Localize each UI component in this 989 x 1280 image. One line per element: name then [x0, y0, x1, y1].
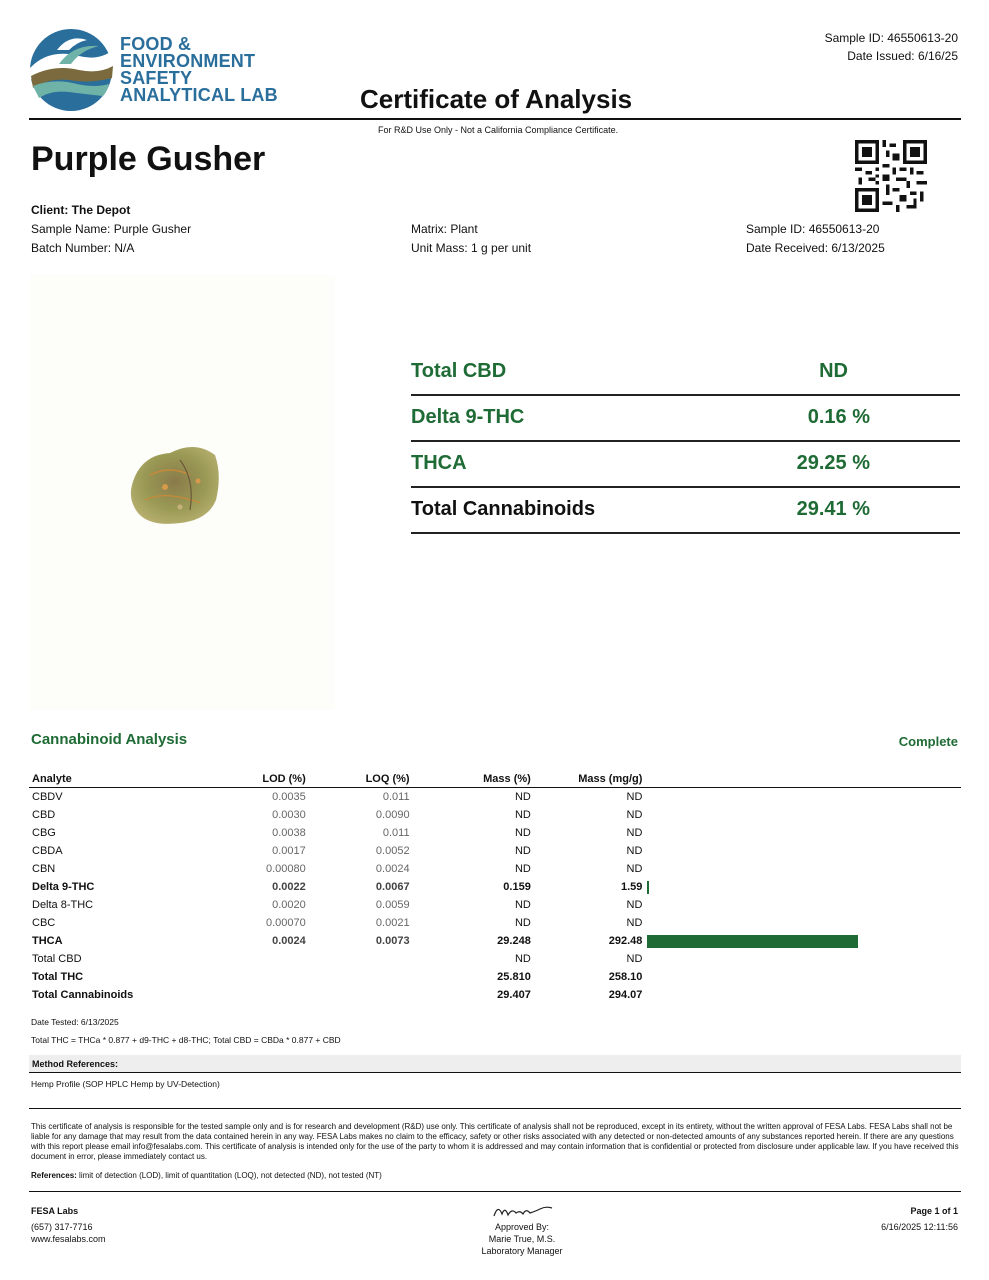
analyte-cell: Total CBD: [32, 953, 82, 965]
summary-value: 0.16 %: [807, 406, 870, 428]
loq-cell: [309, 968, 413, 986]
footer-lab-name: FESA Labs: [31, 1206, 79, 1216]
analyte-cell: CBDA: [32, 845, 63, 857]
loq-cell: [309, 986, 413, 1004]
mass-pct-cell: ND: [514, 917, 531, 929]
analyte-cell: CBC: [32, 917, 56, 929]
sample-name: Sample Name: Purple Gusher: [31, 222, 192, 236]
loq-cell: 0.0059: [375, 899, 410, 911]
mass-pct-cell: 0.159: [503, 881, 531, 893]
lod-cell: [231, 968, 309, 986]
qr-code[interactable]: [855, 140, 927, 212]
table-row: [29, 914, 961, 932]
lod-cell: 0.0022: [272, 881, 306, 893]
mass-mg-cell: ND: [626, 791, 643, 803]
table-header-row: [29, 770, 961, 788]
summary-row: [411, 498, 960, 534]
references-text: limit of detection (LOD), limit of quantitation (LOQ), not detected (ND), not tested (NT): [76, 1171, 382, 1180]
sample-id: Sample ID: 46550613-20: [746, 222, 880, 236]
lab-name-line: FOOD &: [120, 34, 192, 54]
mass-mg-cell: ND: [626, 863, 643, 875]
bar-cell: [645, 932, 961, 950]
summary-label: Total CBD: [411, 360, 507, 382]
client: Client: The Depot: [31, 203, 131, 217]
mass-mg-cell: ND: [626, 809, 643, 821]
lod-cell: 0.0024: [272, 935, 306, 947]
mass-mg-cell: 1.59: [620, 881, 643, 893]
approved-by: Approved By:: [494, 1222, 550, 1232]
loq-cell: 0.0052: [375, 845, 410, 857]
total-formula: Total THC = THCa * 0.877 + d9-THC + d8-THC; Total CBD = CBDa * 0.877 + CBD: [31, 1035, 341, 1045]
bar-cell: [645, 842, 961, 860]
lab-name-line: ENVIRONMENT: [120, 51, 256, 71]
loq-cell: 0.0073: [375, 935, 410, 947]
analyte-cell: CBG: [32, 827, 56, 839]
bar-cell: [645, 896, 961, 914]
bar-cell: [645, 878, 961, 896]
method-text: Hemp Profile (SOP HPLC Hemp by UV-Detection): [31, 1079, 220, 1089]
mass-mg-cell: ND: [626, 899, 643, 911]
matrix: Matrix: Plant: [411, 222, 478, 236]
lod-cell: [231, 986, 309, 1004]
lod-cell: 0.0038: [272, 827, 306, 839]
cannabis-bud-image: [30, 275, 335, 710]
disclaimer-banner: For R&D Use Only - Not a California Compliance Certificate.: [378, 125, 619, 135]
loq-cell: [309, 950, 413, 968]
mass-pct-cell: ND: [514, 791, 531, 803]
table-row: [29, 950, 961, 968]
bar-cell: [645, 788, 961, 807]
unit-mass: Unit Mass: 1 g per unit: [411, 241, 532, 255]
table-row: [29, 986, 961, 1004]
footer-disclaimer: This certificate of analysis is responsible for the tested sample only and is for research and development (R&D) use only. This certificate of analysis shall not be reproduced, except in its entirety, without the written approval of FESA Labs. FESA Labs shall not be liable for any damage that may result from the data contained herein in any way. FESA Labs makes no claim to the efficacy, safety or other risks associated with any detected or non-detected amounts of any substances reported herein. If there are any questions with this report please email info@fesalabs.com. This certificate of analysis is intended only for the use of the party to whom it is addressed and may contain information that is confidential or protected from disclosure under applicable law. If you have received this document in error, please immediately contact us.: [31, 1122, 959, 1161]
column-header: LOQ (%): [309, 770, 413, 788]
footer-references: [31, 1171, 959, 1181]
loq-cell: 0.011: [382, 791, 410, 803]
analyte-cell: Delta 9-THC: [32, 881, 95, 893]
mass-bar: [647, 935, 858, 948]
mass-bar: [647, 881, 649, 894]
mass-pct-cell: ND: [514, 899, 531, 911]
table-row: [29, 788, 961, 807]
summary-label: Delta 9-THC: [411, 406, 525, 428]
column-header: Analyte: [29, 770, 231, 788]
page-title: Certificate of Analysis: [360, 84, 633, 114]
summary-value: 29.41 %: [796, 498, 870, 520]
title-rule: [29, 118, 961, 120]
signature: [490, 1200, 560, 1222]
bar-column-header: [645, 770, 961, 788]
loq-cell: 0.011: [382, 827, 410, 839]
analyte-cell: CBD: [32, 809, 56, 821]
lod-cell: 0.0035: [272, 791, 306, 803]
analysis-title: Cannabinoid Analysis: [31, 731, 188, 748]
lod-cell: [231, 950, 309, 968]
table-row: [29, 896, 961, 914]
lab-name-line: SAFETY: [120, 68, 193, 88]
header-sample-id: Sample ID: 46550613-20: [824, 31, 958, 45]
mass-mg-cell: 292.48: [608, 935, 643, 947]
bar-cell: [645, 806, 961, 824]
mass-mg-cell: ND: [626, 917, 643, 929]
footer-phone: (657) 317-7716: [31, 1222, 93, 1232]
lab-name-line: ANALYTICAL LAB: [120, 85, 278, 105]
analyte-cell: Total Cannabinoids: [32, 989, 134, 1001]
table-row: [29, 860, 961, 878]
mass-mg-cell: 294.07: [608, 989, 643, 1001]
cannabinoid-table: [29, 770, 961, 1004]
table-row: [29, 968, 961, 986]
mass-pct-cell: 25.810: [497, 971, 531, 983]
column-header: Mass (%): [413, 770, 534, 788]
mass-pct-cell: ND: [514, 863, 531, 875]
mass-pct-cell: ND: [514, 845, 531, 857]
summary-row: [411, 360, 960, 396]
method-title: Method References:: [32, 1059, 119, 1069]
table-row: [29, 842, 961, 860]
loq-cell: 0.0021: [375, 917, 410, 929]
footer-website[interactable]: www.fesalabs.com: [31, 1234, 106, 1244]
analyte-cell: Delta 8-THC: [32, 899, 94, 911]
bar-cell: [645, 914, 961, 932]
table-row: [29, 878, 961, 896]
approver-title: Laboratory Manager: [481, 1246, 563, 1256]
summary-row: [411, 452, 960, 488]
table-row: [29, 824, 961, 842]
footer-rule-bottom: [29, 1191, 961, 1192]
mass-pct-cell: 29.248: [497, 935, 531, 947]
lod-cell: 0.0017: [272, 845, 306, 857]
analyte-cell: Total THC: [32, 971, 84, 983]
loq-cell: 0.0090: [375, 809, 410, 821]
date-received: Date Received: 6/13/2025: [746, 241, 885, 255]
table-row: [29, 806, 961, 824]
analyte-cell: CBDV: [32, 791, 63, 803]
column-header: LOD (%): [231, 770, 309, 788]
bar-cell: [645, 968, 961, 986]
column-header: Mass (mg/g): [534, 770, 646, 788]
analysis-status: Complete: [898, 734, 958, 749]
analyte-cell: CBN: [32, 863, 56, 875]
sample-photo: [30, 275, 335, 710]
approver-name: Marie True, M.S.: [488, 1234, 556, 1244]
lod-cell: 0.0030: [272, 809, 306, 821]
product-name: Purple Gusher: [31, 140, 266, 178]
mass-mg-cell: ND: [626, 827, 643, 839]
date-tested: Date Tested: 6/13/2025: [31, 1017, 119, 1027]
mass-pct-cell: 29.407: [497, 989, 531, 1001]
bar-cell: [645, 950, 961, 968]
mass-mg-cell: ND: [626, 953, 643, 965]
mass-pct-cell: ND: [514, 827, 531, 839]
lab-name: [120, 36, 278, 104]
summary-label: THCA: [411, 452, 467, 474]
lab-logo: [29, 28, 114, 113]
mass-pct-cell: ND: [514, 809, 531, 821]
mass-pct-cell: ND: [514, 953, 531, 965]
header-date-issued: Date Issued: 6/16/25: [847, 49, 958, 63]
lod-cell: 0.00080: [265, 863, 306, 875]
references-label: References:: [31, 1171, 77, 1180]
bar-cell: [645, 860, 961, 878]
summary-value: ND: [819, 360, 848, 382]
method-header-bar: [29, 1055, 961, 1073]
footer-rule-top: [29, 1108, 961, 1109]
lab-logo-icon: [29, 28, 114, 113]
report-timestamp: 6/16/2025 12:11:56: [881, 1222, 958, 1232]
bar-cell: [645, 986, 961, 1004]
mass-mg-cell: 258.10: [608, 971, 643, 983]
summary-row: [411, 406, 960, 442]
lod-cell: 0.0020: [272, 899, 306, 911]
loq-cell: 0.0067: [375, 881, 410, 893]
batch-number: Batch Number: N/A: [31, 241, 135, 255]
bar-cell: [645, 824, 961, 842]
lod-cell: 0.00070: [265, 917, 306, 929]
mass-mg-cell: ND: [626, 845, 643, 857]
page-number: Page 1 of 1: [910, 1206, 958, 1216]
summary-value: 29.25 %: [796, 452, 870, 474]
table-row: [29, 932, 961, 950]
qr-code-icon: [855, 140, 927, 212]
analyte-cell: THCA: [32, 935, 63, 947]
loq-cell: 0.0024: [375, 863, 410, 875]
summary-label: Total Cannabinoids: [411, 498, 596, 520]
signature-icon: [490, 1200, 560, 1222]
